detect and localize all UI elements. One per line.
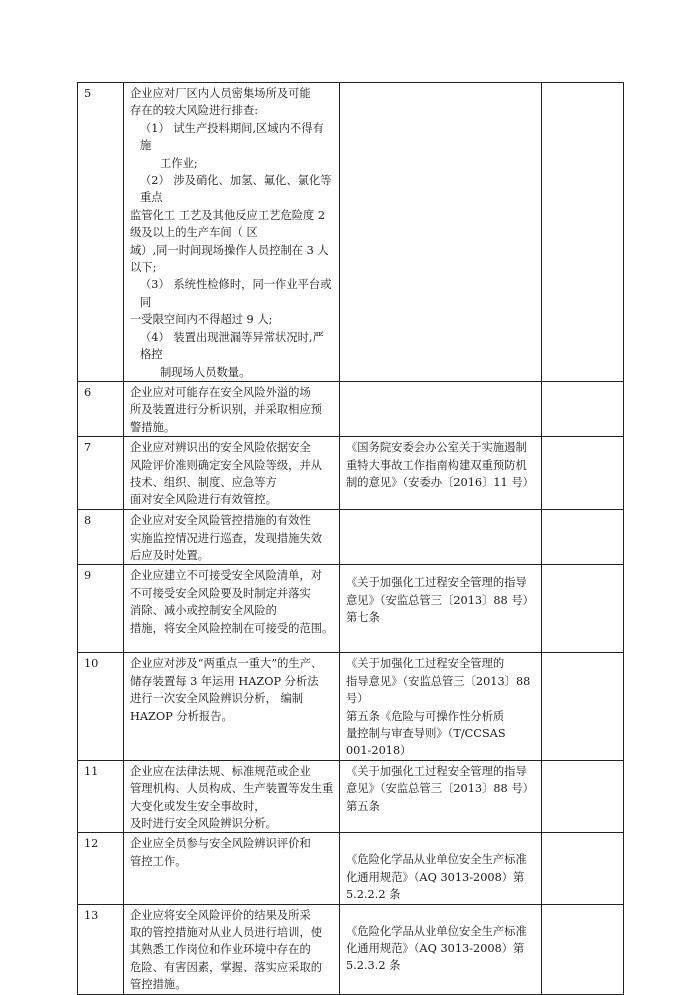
row-number: 10 bbox=[78, 653, 124, 760]
reference-line: 《危险化学品从业单位安全生产标准 bbox=[346, 853, 527, 867]
reference-text bbox=[346, 763, 537, 815]
reference-line: 5.2.2.2 条 bbox=[346, 888, 401, 902]
reference-line: 量控制与审查导则》（T/CCSAS bbox=[346, 726, 506, 740]
requirement-cell bbox=[124, 653, 340, 760]
table-row bbox=[78, 565, 624, 653]
requirement-line: 一受限空间内不得超过 9 人; bbox=[130, 313, 273, 327]
requirement-cell bbox=[124, 437, 340, 510]
reference-line: 化通用规范》（AQ 3013-2008）第 bbox=[346, 870, 525, 884]
reference-text bbox=[346, 851, 537, 903]
requirement-line: 风险评价准则确定安全风险等级，并从 bbox=[130, 458, 323, 472]
requirement-line: HAZOP 分析报告。 bbox=[130, 709, 233, 723]
blank-cell bbox=[542, 565, 624, 653]
requirement-line: 措施，将安全风险控制在可接受的范围。 bbox=[130, 621, 334, 635]
row-number: 13 bbox=[78, 904, 124, 994]
requirement-cell bbox=[124, 565, 340, 653]
table-row bbox=[78, 760, 624, 833]
table-row bbox=[78, 437, 624, 510]
reference-line: 化通用规范》（AQ 3013-2008）第 bbox=[346, 942, 525, 956]
requirement-line: 实施监控情况进行巡查，发现措施失效 bbox=[130, 531, 323, 545]
requirement-line: （3） 系统性检修时，同一作业平台或同 bbox=[140, 278, 332, 309]
reference-cell bbox=[340, 565, 542, 653]
table-row bbox=[78, 381, 624, 436]
blank-cell bbox=[542, 381, 624, 436]
blank-cell bbox=[542, 760, 624, 833]
requirement-line: 企业应建立不可接受安全风险清单，对 bbox=[130, 569, 323, 583]
requirement-line: 企业应对辨识出的安全风险依据安全 bbox=[130, 441, 311, 455]
requirement-cell bbox=[124, 381, 340, 436]
reference-text bbox=[346, 439, 537, 491]
reference-line: 指导意见》（安监总管三〔2013〕88 号） bbox=[346, 674, 534, 706]
requirement-line: （1） 试生产投料期间,区域内不得有施 bbox=[140, 121, 324, 153]
requirement-line: 进行一次安全风险辨识分析， 编制 bbox=[130, 692, 304, 706]
reference-cell bbox=[340, 437, 542, 510]
requirement-line: 管控工作。 bbox=[130, 854, 187, 868]
table-row bbox=[78, 904, 624, 994]
reference-line: 制的意见》（安委办〔2016〕11 号） bbox=[346, 475, 534, 489]
requirement-line: 企业应对涉及“两重点一重大”的生产、 bbox=[130, 657, 323, 671]
requirement-line: 储存装置每 3 年运用 HAZOP 分析法 bbox=[130, 674, 319, 688]
requirements-table bbox=[77, 82, 624, 995]
requirement-line: 技术、组织、制度、应急等方 bbox=[130, 475, 277, 489]
reference-cell bbox=[340, 760, 542, 833]
reference-text bbox=[346, 923, 537, 975]
requirement-line: 面对安全风险进行有效管控。 bbox=[130, 493, 277, 507]
requirement-line: 企业应对可能存在安全风险外溢的场 bbox=[130, 385, 311, 399]
requirement-line: 所及装置进行分析识别，并采取相应预 bbox=[130, 403, 323, 417]
row-number: 5 bbox=[78, 83, 124, 382]
requirement-line: 企业应在法律法规、标准规范或企业 bbox=[130, 764, 311, 778]
requirement-line: 制现场人员数量。 bbox=[160, 365, 251, 379]
requirement-line: 级及以上的生产车间（ 区 bbox=[130, 226, 258, 240]
requirement-line: 大变化或发生安全事故时， bbox=[130, 799, 266, 813]
requirement-line: 警措施。 bbox=[130, 420, 176, 434]
requirement-line: 其熟悉工作岗位和作业环境中存在的 bbox=[130, 943, 311, 957]
requirement-cell bbox=[124, 510, 340, 565]
reference-line: 5.2.3.2 条 bbox=[346, 959, 401, 973]
table-row bbox=[78, 833, 624, 904]
row-number: 12 bbox=[78, 833, 124, 904]
reference-line: 《关于加强化工过程安全管理的指导 bbox=[346, 576, 527, 590]
blank-cell bbox=[542, 510, 624, 565]
requirement-line: 后应及时处置。 bbox=[130, 548, 210, 562]
row-number: 8 bbox=[78, 510, 124, 565]
requirement-cell bbox=[124, 904, 340, 994]
requirement-line: 企业应对安全风险管控措施的有效性 bbox=[130, 514, 311, 528]
reference-cell bbox=[340, 833, 542, 904]
blank-cell bbox=[542, 83, 624, 382]
reference-cell bbox=[340, 381, 542, 436]
requirement-line: 存在的较大风险进行排查: bbox=[130, 104, 259, 118]
requirement-line: 以下; bbox=[130, 261, 157, 275]
reference-line: 重特大事故工作指南构建双重预防机 bbox=[346, 458, 527, 472]
reference-line: 001-2018） bbox=[346, 744, 412, 758]
requirement-line: （2） 涉及硝化、加氢、氟化、氯化等重点 bbox=[140, 174, 332, 205]
reference-line: 《关于加强化工过程安全管理的指导 bbox=[346, 764, 527, 778]
requirement-line: 危险、有害因素，掌握、落实应采取的 bbox=[130, 960, 323, 974]
reference-cell bbox=[340, 510, 542, 565]
row-number: 9 bbox=[78, 565, 124, 653]
row-number: 11 bbox=[78, 760, 124, 833]
reference-line: 第五条《危险与可操作性分析质 bbox=[346, 709, 505, 723]
requirement-line: 及时进行安全风险辨识分析。 bbox=[130, 817, 277, 830]
table-row bbox=[78, 510, 624, 565]
blank-cell bbox=[542, 437, 624, 510]
table-row bbox=[78, 83, 624, 382]
reference-line: 第五条 bbox=[346, 799, 380, 813]
reference-line: 《国务院安委会办公室关于实施遏制 bbox=[346, 441, 527, 455]
requirement-line: （4） 装置出现泄漏等异常状况时,严格控 bbox=[140, 330, 324, 362]
requirement-line: 消除、减小或控制安全风险的 bbox=[130, 604, 277, 618]
blank-cell bbox=[542, 904, 624, 994]
reference-line: 第七条 bbox=[346, 611, 380, 625]
requirement-line: 企业应全员参与安全风险辨识评价和 bbox=[130, 837, 311, 851]
requirement-line: 工作业; bbox=[160, 156, 198, 170]
reference-line: 意见》（安监总管三〔2013〕88 号） bbox=[346, 593, 534, 607]
requirement-line: 域）,同一时间现场操作人员控制在 3 人 bbox=[130, 243, 329, 257]
reference-cell bbox=[340, 653, 542, 760]
requirements-table-body bbox=[78, 83, 624, 995]
requirement-cell bbox=[124, 833, 340, 904]
requirement-line: 管控措施。 bbox=[130, 978, 187, 992]
row-number: 7 bbox=[78, 437, 124, 510]
reference-text bbox=[346, 574, 537, 626]
reference-cell bbox=[340, 904, 542, 994]
blank-cell bbox=[542, 833, 624, 904]
requirement-line: 管理机构、人员构成、生产装置等发生重 bbox=[130, 782, 334, 796]
requirement-line: 监管化工 工艺及其他反应工艺危险度 2 bbox=[130, 208, 326, 222]
reference-text bbox=[346, 655, 537, 759]
requirement-cell bbox=[124, 83, 340, 382]
requirement-line: 不可接受安全风险要及时制定并落实 bbox=[130, 586, 311, 600]
reference-line: 《关于加强化工过程安全管理的 bbox=[346, 657, 505, 671]
reference-line: 《危险化学品从业单位安全生产标准 bbox=[346, 924, 527, 938]
reference-line: 意见》（安监总管三〔2013〕88 号） bbox=[346, 782, 534, 796]
blank-cell bbox=[542, 653, 624, 760]
requirement-cell bbox=[124, 760, 340, 833]
requirement-line: 取的管控措施对从业人员进行培训，使 bbox=[130, 926, 323, 940]
requirement-line: 企业应将安全风险评价的结果及所采 bbox=[130, 908, 311, 922]
table-row bbox=[78, 653, 624, 760]
row-number: 6 bbox=[78, 381, 124, 436]
requirement-line: 企业应对厂区内人员密集场所及可能 bbox=[130, 87, 311, 100]
reference-cell bbox=[340, 83, 542, 382]
